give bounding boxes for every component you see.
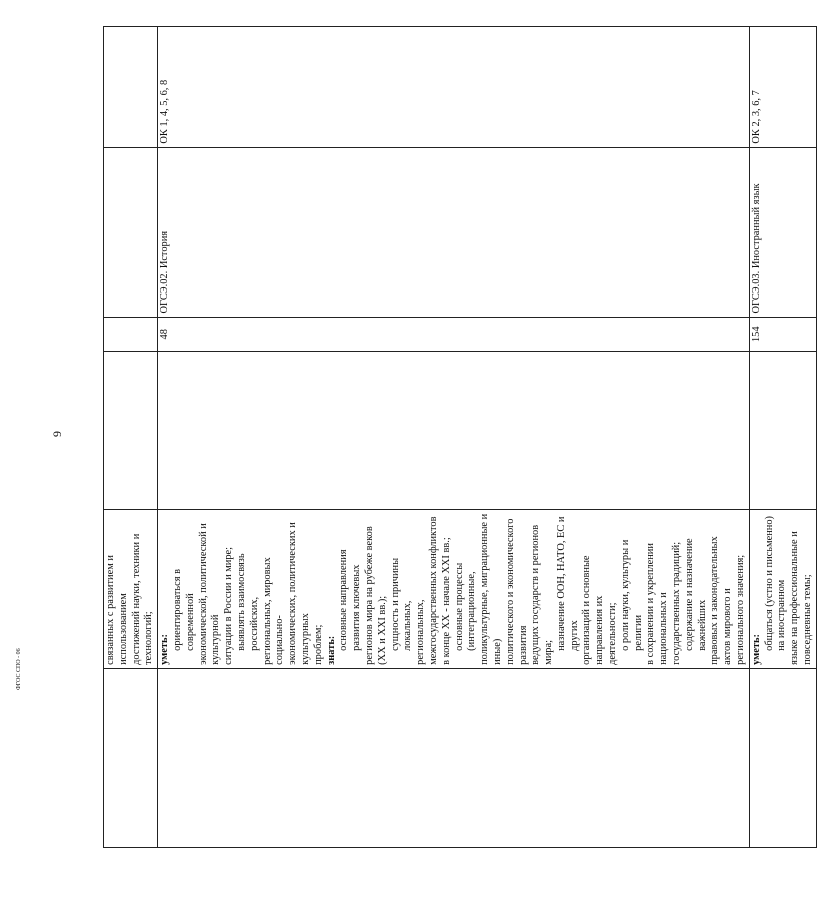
competencies-cell: ОК 2, 3, 6, 7 — [749, 27, 816, 148]
discipline-cell: ОГСЭ.02. История — [158, 147, 750, 317]
requirement-line: ситуации в России и мире; — [223, 546, 235, 665]
requirement-line: регионального значения; — [735, 554, 747, 665]
requirement-line: выявлять взаимосвязь российских, — [235, 553, 260, 651]
index-cell — [158, 668, 750, 847]
competencies-cell — [104, 27, 158, 148]
hours-cell: 154 — [749, 317, 816, 351]
requirements-cell — [749, 510, 816, 668]
requirement-line: связанных с развитием и использованием — [105, 555, 129, 665]
discipline-cell: ОГСЭ.03. Иностранный язык — [749, 147, 816, 317]
requirement-line: политического и экономического развития — [504, 518, 529, 665]
section-heading: знать: — [325, 635, 337, 665]
requirement-line: сущность и причины локальных, — [389, 557, 414, 651]
section-heading: уметь: — [159, 634, 171, 665]
requirement-line: языке на профессиональные и повседневные темы; — [789, 531, 814, 665]
footer-code: ФГОС СПО - 06 — [16, 648, 22, 690]
requirement-line: региональных, мировых социально- — [261, 557, 286, 665]
requirement-line: в конце XX - начале XXI вв.; — [440, 537, 452, 665]
requirement-line: поликультурные, миграционные и иные) — [479, 513, 503, 665]
requirement-line: проблем; — [312, 624, 324, 665]
requirement-line: региональных, межгосударственных конфликтов — [415, 516, 439, 665]
hours-cell: 48 — [158, 317, 750, 351]
table-row — [104, 27, 158, 848]
competencies-cell: ОК 1, 4, 5, 6, 8 — [158, 27, 750, 148]
requirement-line: государственных традиций; — [671, 541, 683, 665]
empty-cell — [749, 351, 816, 509]
requirement-line: ориентироваться в современной — [171, 568, 196, 651]
requirement-line: в сохранении и укреплении национальных и — [645, 543, 670, 665]
hours-cell — [104, 317, 158, 351]
requirements-cell — [158, 510, 750, 668]
requirement-line: деятельности; — [607, 602, 619, 665]
requirement-line: о роли науки, культуры и религии — [619, 539, 644, 651]
index-cell — [104, 668, 158, 847]
requirement-line: общаться (устно и письменно) на иностранном — [763, 516, 788, 651]
requirement-line: экономической, политической и культурной — [197, 523, 222, 665]
table-row — [749, 27, 816, 848]
section-heading: уметь: — [750, 634, 762, 665]
empty-cell — [158, 351, 750, 509]
requirement-line: экономических, политических и культурных — [287, 522, 311, 665]
requirement-line: организаций и основные направления их — [581, 555, 606, 665]
rotated-table-frame — [103, 26, 814, 848]
requirement-line: достижений науки, техники и технологий; — [130, 533, 155, 665]
curriculum-table — [103, 26, 817, 848]
requirement-line: ведущих государств и регионов мира; — [530, 524, 555, 665]
page-number: 9 — [50, 431, 64, 437]
requirement-line: основные направления развития ключевых — [338, 549, 363, 651]
empty-cell — [104, 351, 158, 509]
requirement-line: назначение ООН, НАТО, ЕС и других — [555, 516, 580, 651]
table-row — [158, 27, 750, 848]
index-cell — [749, 668, 816, 847]
requirement-line: основные процессы (интеграционные, — [453, 562, 478, 651]
requirement-line: содержание и назначение важнейших — [683, 538, 708, 651]
discipline-cell — [104, 147, 158, 317]
requirement-line: правовых и законодательных актов мирового и — [709, 536, 734, 665]
requirements-cell — [104, 510, 158, 668]
requirement-line: регионов мира на рубеже веков (XX и XXI вв.); — [363, 526, 388, 665]
